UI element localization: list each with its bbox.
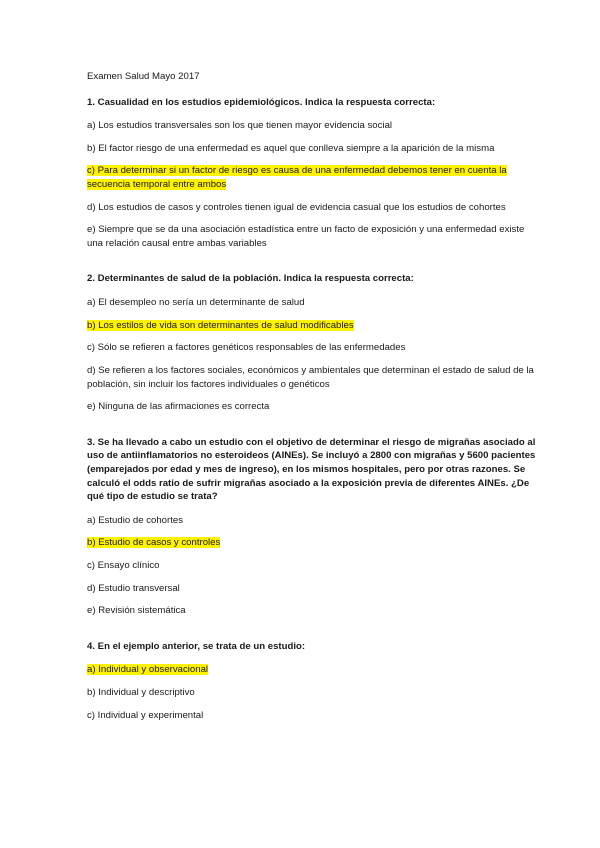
option-2e: e) Ninguna de las afirmaciones es correcta (87, 401, 270, 413)
option-4b: b) Individual y descriptivo (87, 687, 195, 699)
question-2 (87, 272, 540, 413)
question-text: 4. En el ejemplo anterior, se trata de un estudio: (87, 640, 306, 652)
option-4c: c) Individual y experimental (87, 709, 204, 721)
option-3d: d) Estudio transversal (87, 582, 180, 594)
option-2a: a) El desempleo no sería un determinante de salud (87, 297, 305, 309)
option-1c-highlighted: c) Para determinar si un factor de riesgo es causa de una enfermedad debemos tener en cuenta la secuencia temporal entre ambos (87, 165, 507, 191)
question-text: 1. Casualidad en los estudios epidemiológicos. Indica la respuesta correcta: (87, 96, 436, 108)
option-3c: c) Ensayo clínico (87, 560, 160, 572)
option-2c: c) Sólo se refieren a factores genéticos responsables de las enfermedades (87, 342, 406, 354)
option-1d: d) Los estudios de casos y controles tienen igual de evidencia casual que los estudios de cohortes (87, 201, 506, 213)
question-3 (87, 436, 540, 618)
option-2d: d) Se refieren a los factores sociales, económicos y ambientales que determinan el estado de salud de la población, sin incluir los factores individuales o genéticos (87, 364, 534, 390)
option-3a: a) Estudio de cohortes (87, 514, 183, 526)
question-4 (87, 640, 540, 722)
option-2b-highlighted: b) Los estilos de vida son determinantes de salud modificables (87, 319, 354, 331)
question-text: 3. Se ha llevado a cabo un estudio con el objetivo de determinar el riesgo de migrañas asociado al uso de antiinflamatorios no esteroideos (AINEs). Se incluyó a 2800 con migrañas y 5600 pacientes (emparejados por edad y mes de ingreso), en los mismos hospitales, pero por otras razones. Se calculó el odds ratio de sufrir migrañas asociado a la exposición previa de diferentes AINEs. ¿De qué tipo de estudio se trata? (87, 436, 536, 503)
option-1a: a) Los estudios transversales son los que tienen mayor evidencia social (87, 120, 393, 132)
option-1e: e) Siempre que se da una asociación estadística entre un facto de exposición y una enfermedad existe una relación causal entre ambas variables (87, 224, 525, 249)
question-text: 2. Determinantes de salud de la población. Indica la respuesta correcta: (87, 273, 414, 285)
option-3e: e) Revisión sistemática (87, 605, 186, 617)
document-title: Examen Salud Mayo 2017 (87, 71, 200, 82)
option-4a-highlighted: a) Individual y observacional (87, 664, 209, 676)
question-1 (87, 96, 540, 251)
option-1b: b) El factor riesgo de una enfermedad es aquel que conlleva siempre a la aparición de la misma (87, 142, 495, 154)
option-3b-highlighted: b) Estudio de casos y controles (87, 537, 221, 549)
